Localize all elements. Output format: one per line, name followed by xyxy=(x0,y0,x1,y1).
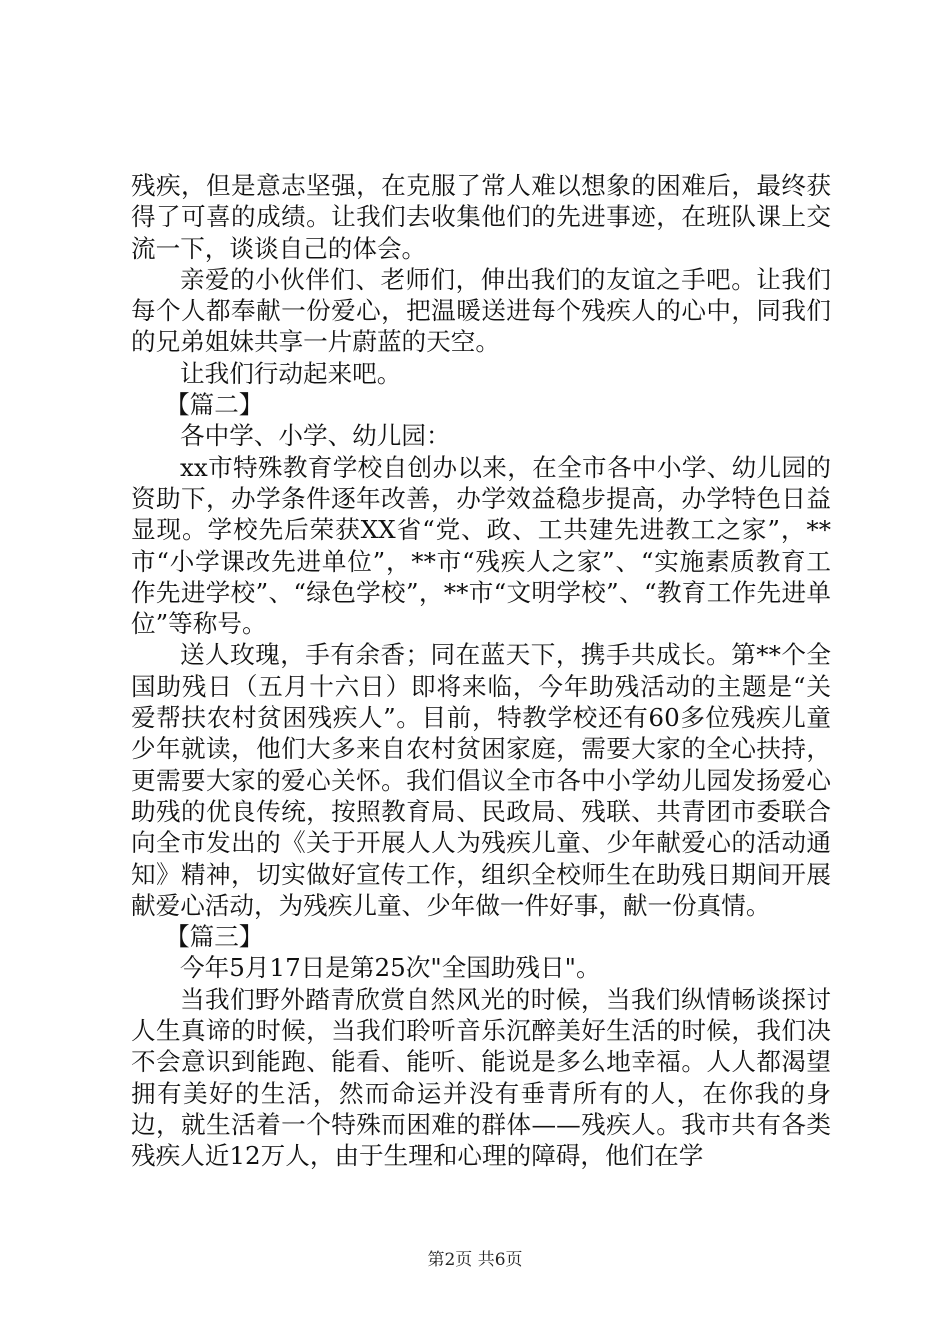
page-number-footer: 第2页 共6页 xyxy=(427,1250,523,1270)
section-heading-part-three: 【篇三】 xyxy=(165,922,264,952)
document-body xyxy=(131,170,831,1172)
paragraph-call-to-action: 让我们行动起来吧。 xyxy=(180,358,402,388)
paragraph-school-intro: xx市特殊教育学校自创办以来，在全市各中小学、幼儿园的资助下，办学条件逐年改善，办学效益稳步提高，办学特色日益显现。学校先后荣获XX省“党、政、工共建先进教工之家”，**市“小学课改先进单位”，**市“残疾人之家”、“实施素质教育工作先进学校”、“绿色学校”，**市“文明学校”、“教育工作先进单位”等称号。 xyxy=(131,452,831,639)
paragraph-proposal: 送人玫瑰，手有余香；同在蓝天下，携手共成长。第**个全国助残日（五月十六日）即将来临，今年助残活动的主题是“关爱帮扶农村贫困残疾人”。目前，特教学校还有60多位残疾儿童少年就读，他们大多来自农村贫困家庭，需要大家的全心扶持，更需要大家的爱心关怀。我们倡议全市各中小学幼儿园发扬爱心助残的优良传统，按照教育局、民政局、残联、共青团市委联合向全市发出的《关于开展人人为残疾儿童、少年献爱心的活动通知》精神，切实做好宣传工作，组织全校师生在助残日期间开展献爱心活动，为残疾儿童、少年做一件好事，献一份真情。 xyxy=(131,640,831,920)
paragraph-continuation: 残疾，但是意志坚强，在克服了常人难以想象的困难后，最终获得了可喜的成绩。让我们去收集他们的先进事迹，在班队课上交流一下，谈谈自己的体会。 xyxy=(131,171,831,263)
paragraph-salutation: 各中学、小学、幼儿园： xyxy=(180,421,451,451)
paragraph-invitation: 亲爱的小伙伴们、老师们，伸出我们的友谊之手吧。让我们每个人都奉献一份爱心，把温暖送进每个残疾人的心中，同我们的兄弟姐妹共享一片蔚蓝的天空。 xyxy=(131,264,831,357)
section-heading-part-two: 【篇二】 xyxy=(165,390,264,420)
paragraph-reflection: 当我们野外踏青欣赏自然风光的时候，当我们纵情畅谈探讨人生真谛的时候，当我们聆听音乐沉醉美好生活的时候，我们决不会意识到能跑、能看、能听、能说是多么地幸福。人人都渴望拥有美好的生活，然而命运并没有垂青所有的人，在你我的身边，就生活着一个特殊而困难的群体——残疾人。我市共有各类残疾人近12万人，由于生理和心理的障碍，他们在学 xyxy=(131,984,831,1171)
paragraph-date: 今年5月17日是第25次"全国助残日"。 xyxy=(180,953,601,983)
